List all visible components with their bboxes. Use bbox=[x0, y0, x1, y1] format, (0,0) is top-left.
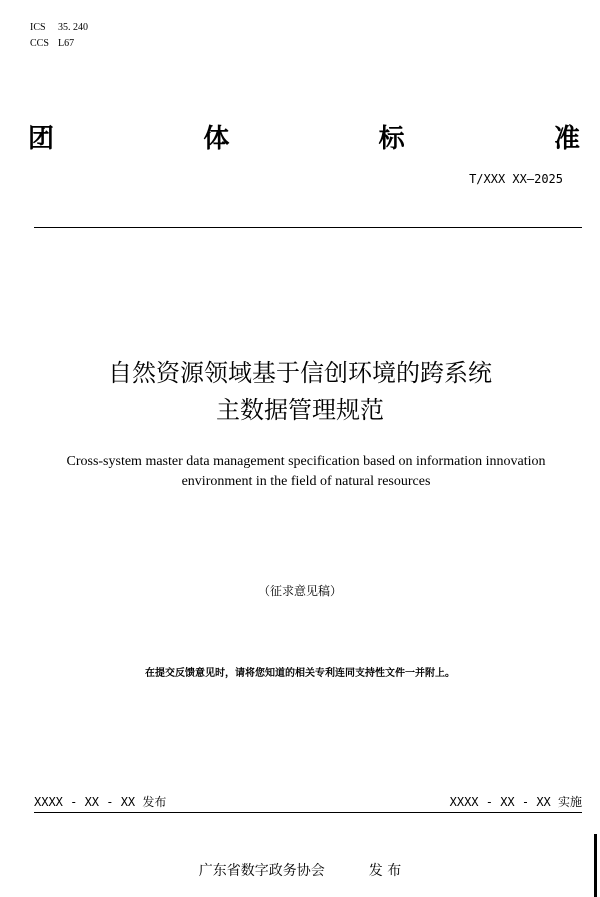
doc-type-char-1: 团 bbox=[28, 124, 55, 154]
classification-codes bbox=[30, 20, 88, 52]
doc-type-char-4: 准 bbox=[553, 124, 580, 154]
document-type bbox=[28, 118, 580, 152]
english-title-line-2: environment in the field of natural resources bbox=[181, 474, 431, 489]
issuer-line bbox=[0, 860, 600, 880]
issuer-name: 广东省数字政务协会 bbox=[198, 863, 325, 879]
ccs-value: L67 bbox=[58, 38, 75, 49]
issue-word: 发 布 bbox=[368, 863, 402, 879]
publish-date: XXXX - XX - XX 发布 bbox=[34, 795, 167, 809]
doc-type-char-3: 标 bbox=[378, 124, 405, 154]
ics-row bbox=[30, 20, 88, 36]
top-divider bbox=[34, 227, 582, 228]
ccs-row bbox=[30, 36, 88, 52]
ics-label: ICS bbox=[30, 22, 46, 33]
bottom-divider bbox=[34, 812, 582, 813]
page-edge-mark bbox=[594, 834, 597, 897]
doc-type-char-2: 体 bbox=[203, 124, 230, 154]
ccs-label: CCS bbox=[30, 38, 49, 49]
patent-notice: 在提交反馈意见时，请将您知道的相关专利连同支持性文件一并附上。 bbox=[145, 668, 455, 679]
english-title-line-1: Cross-system master data management specification based on information innovation bbox=[66, 454, 546, 469]
title-line-1: 自然资源领域基于信创环境的跨系统 bbox=[108, 359, 492, 387]
ics-value: 35. 240 bbox=[58, 22, 88, 33]
document-number: T/XXX XX—2025 bbox=[469, 172, 563, 186]
title-line-2: 主数据管理规范 bbox=[216, 396, 384, 424]
implement-date: XXXX - XX - XX 实施 bbox=[449, 795, 582, 809]
draft-label: （征求意见稿） bbox=[257, 584, 342, 598]
